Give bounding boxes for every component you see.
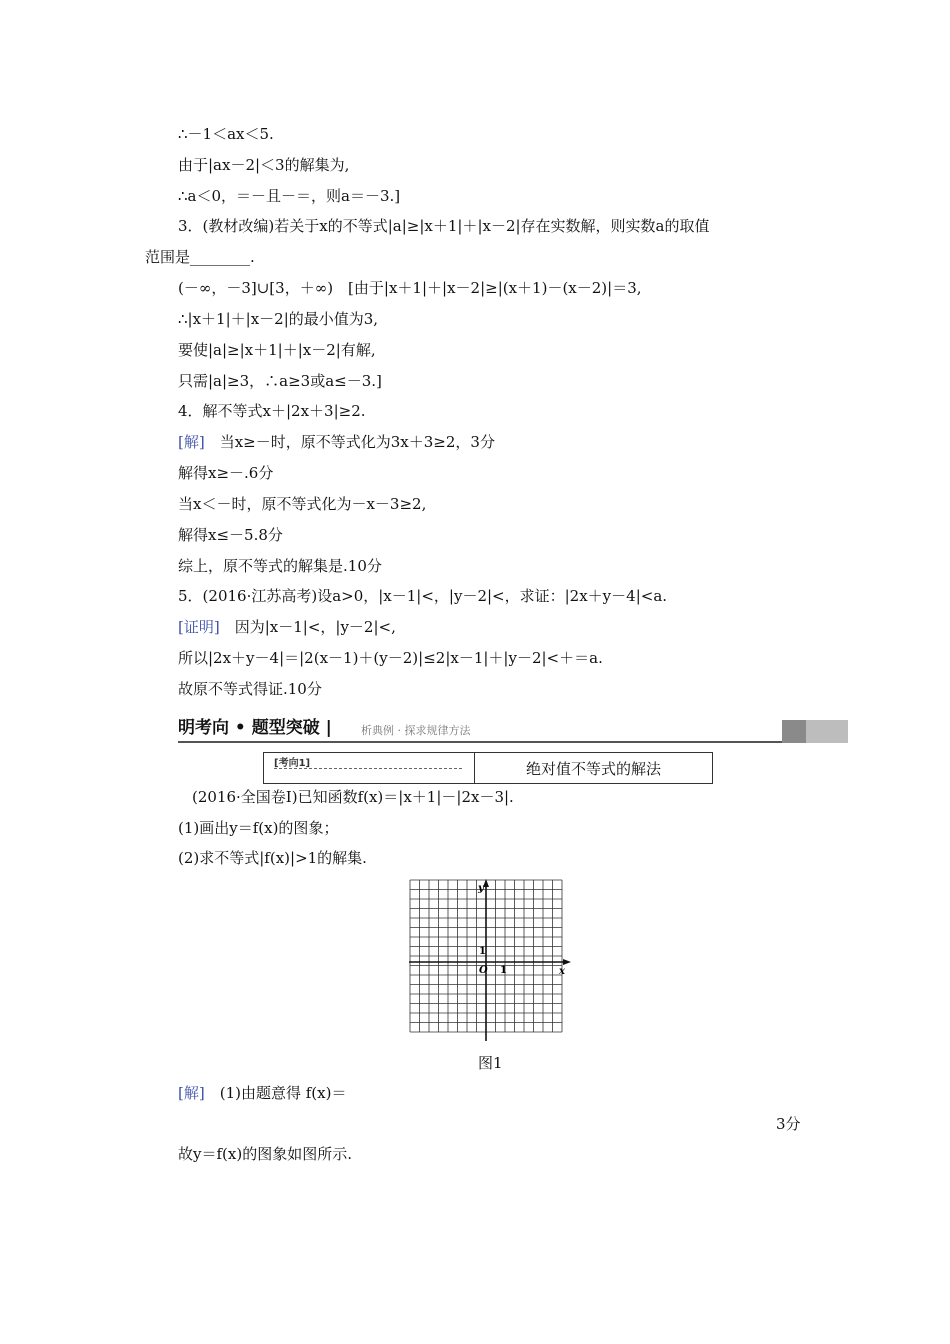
x-axis-arrow — [563, 959, 571, 965]
decor-block — [782, 720, 806, 743]
example-part-2: (2)求不等式|f(x)|>1的解集. — [178, 849, 367, 867]
example-part-1: (1)画出y＝f(x)的图象； — [178, 819, 339, 837]
x-axis-label: x — [559, 966, 565, 977]
question-3-cont: 范围是________. — [145, 248, 255, 266]
section-rule — [178, 741, 782, 743]
solution-4-line — [178, 432, 495, 452]
figure-caption: 图1 — [478, 1054, 503, 1072]
text-line: ∴|x＋1|＋|x－2|的最小值为3, — [178, 310, 379, 328]
solution-tag: [解] — [178, 433, 205, 451]
x-tick-label: 1 — [500, 965, 507, 976]
section-title: 明考向 • 题型突破 | — [178, 718, 332, 738]
text-line: 解得x≥－.6分 — [178, 464, 274, 482]
question-3: 3．(教材改编)若关于x的不等式|a|≥|x＋1|＋|x－2|存在实数解，则实数a的取值 — [178, 217, 710, 235]
text-line: 只需|a|≥3，∴a≥3或a≤－3.] — [178, 372, 382, 390]
kaoxiang-label: [考向1] — [274, 758, 311, 769]
text-line: 故原不等式得证.10分 — [178, 680, 322, 698]
proof-text: 因为|x－1|<，|y－2|<, — [219, 618, 396, 636]
question-4: 4．解不等式x＋|2x＋3|≥2. — [178, 402, 366, 420]
origin-label: O — [479, 965, 488, 976]
text-line: 故y＝f(x)的图象如图所示. — [178, 1145, 352, 1163]
section-header — [178, 717, 848, 743]
text-line: 要使|a|≥|x＋1|＋|x－2|有解, — [178, 341, 376, 359]
solution-1-line — [178, 1083, 346, 1103]
example-stem: (2016·全国卷Ⅰ)已知函数f(x)＝|x＋1|－|2x－3|. — [192, 788, 514, 806]
text-line: 所以|2x＋y－4|＝|2(x－1)＋(y－2)|≤2|x－1|＋|y－2|<＋＝a. — [178, 649, 603, 667]
proof-5-line — [178, 617, 396, 637]
score-label: 3分 — [776, 1115, 801, 1133]
proof-tag: [证明] — [178, 618, 220, 636]
decor-block — [806, 720, 848, 743]
text-line: ∴－1＜ax＜5. — [178, 125, 274, 143]
solution-text: 当x≥－时，原不等式化为3x＋3≥2，3分 — [204, 433, 495, 451]
kaoxiang-label-cell — [264, 753, 475, 783]
solution-text: (1)由题意得 f(x)＝ — [204, 1084, 347, 1102]
text-line: 由于|ax－2|＜3的解集为, — [178, 156, 350, 174]
grid-figure — [409, 879, 571, 1041]
solution-tag: [解] — [178, 1084, 205, 1102]
text-line: 当x＜－时，原不等式化为－x－3≥2, — [178, 495, 427, 513]
text-line: ∴a＜0，＝－且－＝，则a＝－3.] — [178, 187, 401, 205]
text-line: 综上，原不等式的解集是.10分 — [178, 557, 382, 575]
kaoxiang-topic: 绝对值不等式的解法 — [525, 759, 661, 778]
section-subtitle: 析典例 · 探求规律方法 — [361, 724, 471, 737]
text-line: 解得x≤－5.8分 — [178, 526, 283, 544]
kaoxiang-box — [263, 752, 713, 784]
dashed-line — [274, 768, 462, 769]
answer-3: (－∞，－3]∪[3，＋∞) [由于|x＋1|＋|x－2|≥|(x＋1)－(x－2)|＝3, — [178, 279, 642, 297]
y-axis-label: y — [478, 883, 484, 894]
y-tick-label: 1 — [479, 946, 486, 957]
question-5: 5．(2016·江苏高考)设a>0，|x－1|<，|y－2|<，求证：|2x＋y－4|<a. — [178, 587, 668, 605]
